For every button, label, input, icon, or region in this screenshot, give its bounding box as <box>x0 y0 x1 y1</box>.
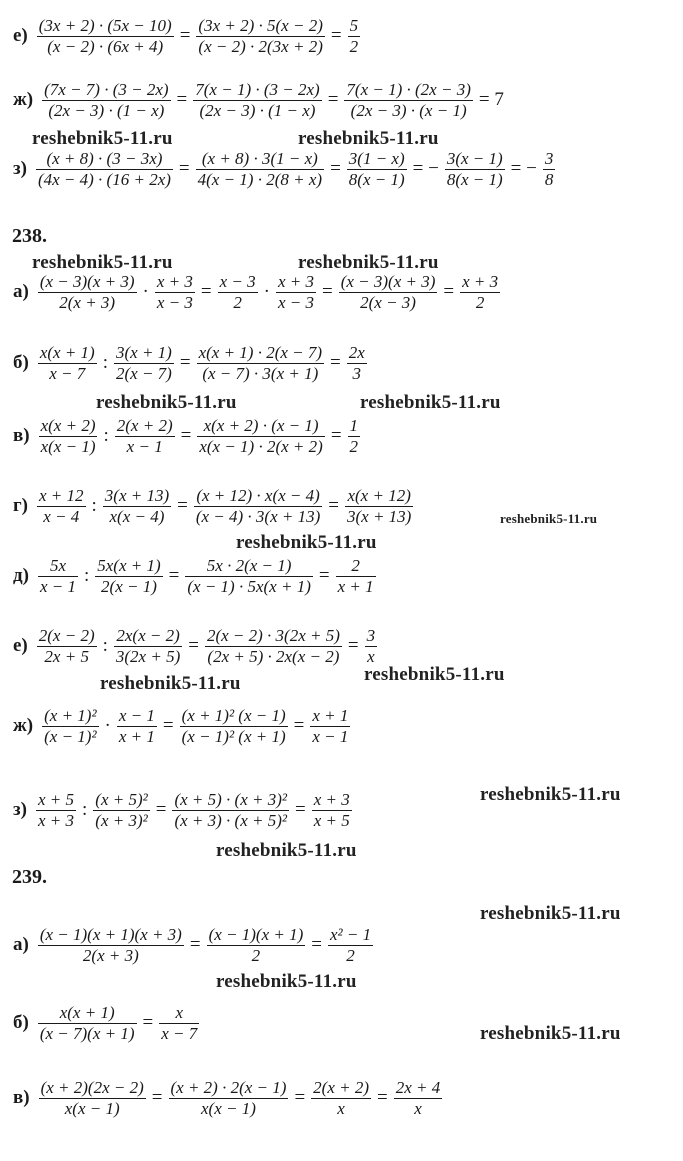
operator: = <box>142 1012 154 1033</box>
fraction <box>103 486 171 527</box>
denominator: x(x − 1) <box>201 1098 256 1118</box>
denominator: x − 1 <box>39 576 76 596</box>
operator: = <box>377 1087 388 1108</box>
numerator: (x + 1)² <box>44 705 97 725</box>
denominator: x + 3 <box>37 810 74 830</box>
denominator: 2 <box>233 292 242 312</box>
numerator: x(x + 1) <box>39 342 95 362</box>
equation-line <box>10 923 376 967</box>
denominator: x − 4 <box>43 506 80 526</box>
operator: : <box>82 799 88 820</box>
numerator: (x + 1)² (x − 1) <box>181 705 286 725</box>
equation-line <box>10 147 558 191</box>
numerator: (x + 2) · 2(x − 1) <box>170 1077 287 1097</box>
denominator: (4x − 4) · (16 + 2x) <box>37 169 171 189</box>
operator: = <box>294 799 306 820</box>
equation-line <box>10 704 353 748</box>
operator: : <box>83 565 90 586</box>
fraction <box>36 790 76 831</box>
operator: = <box>294 1087 306 1108</box>
denominator: 2 <box>346 945 355 965</box>
numerator: 2(x + 2) <box>313 1077 369 1097</box>
denominator: (x − 7) · 3(x + 1) <box>202 363 319 383</box>
denominator: x(x − 1) · 2(x + 2) <box>199 436 323 456</box>
denominator: 8(x − 1) <box>348 169 405 189</box>
denominator: x − 7 <box>49 363 86 383</box>
operator: = <box>330 352 341 373</box>
numerator: x(x + 1) · 2(x − 7) <box>198 342 323 362</box>
watermark: reshebnik5-11.ru <box>32 252 173 273</box>
numerator: 3(x − 1) <box>446 148 503 168</box>
numerator: 3(x + 13) <box>104 485 170 505</box>
denominator: x(x − 4) <box>109 506 165 526</box>
item-label: а) <box>13 281 29 302</box>
watermark: reshebnik5-11.ru <box>298 252 439 273</box>
fraction <box>93 790 149 831</box>
fraction <box>115 416 175 457</box>
fraction <box>394 1078 443 1119</box>
fraction <box>196 149 324 190</box>
denominator: (x − 2) · 2(3x + 2) <box>198 36 323 56</box>
equation-line <box>10 484 416 528</box>
item-label: а) <box>13 934 29 955</box>
fraction <box>37 626 97 667</box>
denominator: x − 7 <box>161 1023 198 1043</box>
denominator: x <box>414 1098 422 1118</box>
equation-line <box>10 14 363 58</box>
denominator: x − 1 <box>312 726 349 746</box>
fraction <box>95 556 162 597</box>
operator: = − <box>510 158 537 179</box>
fraction <box>38 925 184 966</box>
numerator: x + 3 <box>462 271 499 291</box>
fraction <box>185 556 312 597</box>
equation-line <box>10 414 363 458</box>
operator: = <box>328 495 339 516</box>
operator: = <box>188 635 199 656</box>
denominator: x + 5 <box>313 810 350 830</box>
watermark: reshebnik5-11.ru <box>298 128 439 149</box>
fraction <box>196 16 324 57</box>
fraction <box>365 626 378 667</box>
operator: · <box>142 281 149 302</box>
equation-line <box>10 554 379 598</box>
equation-line <box>10 1001 202 1045</box>
operator: = <box>330 158 341 179</box>
fraction <box>197 343 324 384</box>
denominator: 3 <box>352 363 362 383</box>
numerator: 1 <box>349 415 359 435</box>
denominator: (x − 1)² <box>44 726 97 746</box>
numerator: x + 3 <box>156 271 193 291</box>
fraction <box>311 1078 371 1119</box>
operator: = <box>330 25 342 46</box>
watermark: reshebnik5-11.ru <box>360 392 501 413</box>
operator: : <box>102 635 108 656</box>
numerator: (x + 8) · 3(1 − x) <box>201 148 318 168</box>
fraction <box>193 80 321 121</box>
equation-line <box>10 624 380 668</box>
operator: = <box>189 934 201 955</box>
numerator: (x + 2)(2x − 2) <box>40 1077 144 1097</box>
numerator: 2x <box>348 342 365 362</box>
numerator: 2(x − 2) <box>38 625 95 645</box>
operator: = <box>293 715 305 736</box>
equation-line <box>10 270 503 314</box>
denominator: (2x − 3) · (x − 1) <box>350 100 467 120</box>
numerator: 2x(x − 2) <box>116 625 180 645</box>
watermark: reshebnik5-11.ru <box>480 784 621 805</box>
item-label: ж) <box>13 89 34 110</box>
numerator: 2(x + 2) <box>116 415 173 435</box>
denominator: 2 <box>251 945 261 965</box>
denominator: 2 <box>349 36 359 56</box>
denominator: 8 <box>544 169 554 189</box>
equation-line <box>10 78 507 122</box>
numerator: x(x + 1) <box>59 1002 115 1022</box>
fraction <box>38 343 97 384</box>
item-label: з) <box>13 158 27 179</box>
item-label: б) <box>13 352 29 373</box>
numerator: (x − 1)(x + 1) <box>208 924 304 944</box>
operator: : <box>91 495 97 516</box>
numerator: (x − 1)(x + 1)(x + 3) <box>39 924 182 944</box>
denominator: x(x − 1) <box>40 436 96 456</box>
fraction <box>114 626 182 667</box>
fraction <box>180 706 288 747</box>
fraction <box>348 16 361 57</box>
numerator: (x − 3)(x + 3) <box>340 271 436 291</box>
numerator: 7(x − 1) · (2x − 3) <box>346 79 471 99</box>
fraction <box>37 16 174 57</box>
watermark: reshebnik5-11.ru <box>216 971 357 992</box>
numerator: (3x + 2) · 5(x − 2) <box>198 15 323 35</box>
problem-number: 239. <box>12 866 47 888</box>
denominator: (x + 3) · (x + 5)² <box>174 810 287 830</box>
numerator: 7(x − 1) · (3 − 2x) <box>195 79 320 99</box>
denominator: x(x − 1) <box>64 1098 120 1118</box>
denominator: (x − 4) · 3(x + 13) <box>195 506 321 526</box>
numerator: x(x + 2) <box>40 415 96 435</box>
fraction <box>172 790 289 831</box>
denominator: x − 1 <box>126 436 163 456</box>
operator: = <box>179 352 191 373</box>
fraction <box>114 343 174 384</box>
watermark: reshebnik5-11.ru <box>236 532 377 553</box>
fraction <box>345 486 413 527</box>
fraction <box>169 1078 289 1119</box>
operator: = <box>151 1087 163 1108</box>
operator: · <box>104 715 111 736</box>
fraction <box>39 416 98 457</box>
fraction <box>197 416 324 457</box>
denominator: 2(x − 3) <box>360 292 416 312</box>
operator: · <box>263 281 270 302</box>
denominator: (x + 3)² <box>95 810 148 830</box>
fraction <box>347 343 367 384</box>
item-label: в) <box>13 1087 30 1108</box>
numerator: 2x + 4 <box>395 1077 441 1097</box>
operator: = <box>180 425 192 446</box>
fraction <box>339 272 438 313</box>
operator: = <box>200 281 212 302</box>
numerator: x + 1 <box>312 705 349 725</box>
fraction <box>38 272 137 313</box>
denominator: 2(x + 3) <box>59 292 116 312</box>
numerator: 3(x + 1) <box>116 342 172 362</box>
item-label: в) <box>13 425 30 446</box>
denominator: 2(x − 7) <box>116 363 172 383</box>
numerator: 5x <box>49 555 66 575</box>
operator: = <box>168 565 180 586</box>
fraction <box>37 486 86 527</box>
numerator: (3x + 2) · (5x − 10) <box>38 15 172 35</box>
operator: = <box>178 158 190 179</box>
item-label: е) <box>13 635 28 656</box>
numerator: x² − 1 <box>329 924 372 944</box>
item-label: г) <box>13 495 28 516</box>
operator: : <box>103 425 109 446</box>
operator: = 7 <box>478 89 504 110</box>
watermark: reshebnik5-11.ru <box>96 392 237 413</box>
numerator: 3 <box>544 148 554 168</box>
denominator: 2(x − 1) <box>101 576 157 596</box>
numerator: x(x + 12) <box>347 485 411 505</box>
fraction <box>344 80 472 121</box>
denominator: (2x + 5) · 2x(x − 2) <box>207 646 340 666</box>
fraction <box>347 149 407 190</box>
item-label: з) <box>13 799 27 820</box>
operator: = <box>176 89 188 110</box>
fraction <box>42 706 98 747</box>
fraction <box>336 556 376 597</box>
numerator: x + 12 <box>38 485 84 505</box>
item-label: ж) <box>13 715 34 736</box>
denominator: 2(x + 3) <box>82 945 139 965</box>
watermark: reshebnik5-11.ru <box>364 664 505 685</box>
operator: = <box>321 281 333 302</box>
operator: = <box>162 715 174 736</box>
denominator: x + 1 <box>118 726 155 746</box>
numerator: x <box>175 1002 184 1022</box>
watermark: reshebnik5-11.ru <box>100 673 241 694</box>
fraction <box>543 149 556 190</box>
denominator: (x − 1)² (x + 1) <box>181 726 286 746</box>
numerator: 2(x − 2) · 3(2x + 5) <box>206 625 340 645</box>
equation-line <box>10 788 355 832</box>
watermark: reshebnik5-11.ru <box>480 903 621 924</box>
operator: = <box>155 799 167 820</box>
denominator: x + 1 <box>337 576 374 596</box>
operator: = <box>311 934 322 955</box>
fraction <box>312 790 352 831</box>
denominator: (x − 2) · (6x + 4) <box>47 36 164 56</box>
problem-number: 238. <box>12 225 47 247</box>
denominator: (2x − 3) · (1 − x) <box>199 100 316 120</box>
fraction <box>38 1003 137 1044</box>
watermark: reshebnik5-11.ru <box>500 511 598 526</box>
fraction <box>155 272 195 313</box>
denominator: 3(x + 13) <box>347 506 412 526</box>
fraction <box>276 272 316 313</box>
item-label: е) <box>13 25 28 46</box>
denominator: x − 3 <box>277 292 314 312</box>
fraction <box>36 149 173 190</box>
fraction <box>38 556 78 597</box>
operator: = <box>318 565 330 586</box>
numerator: (x − 3)(x + 3) <box>39 271 135 291</box>
fraction <box>460 272 500 313</box>
denominator: 3(2x + 5) <box>115 646 181 666</box>
operator: : <box>102 352 108 373</box>
numerator: 5 <box>349 15 359 35</box>
numerator: x − 1 <box>118 705 155 725</box>
operator: = <box>347 635 359 656</box>
denominator: x − 3 <box>156 292 193 312</box>
denominator: x <box>367 646 375 666</box>
fraction <box>348 416 361 457</box>
numerator: x + 5 <box>37 789 74 809</box>
numerator: 5x · 2(x − 1) <box>206 555 292 575</box>
numerator: (x + 5) · (x + 3)² <box>174 789 287 809</box>
denominator: (2x − 3) · (1 − x) <box>48 100 165 120</box>
item-label: б) <box>13 1012 29 1033</box>
denominator: (x − 1) · 5x(x + 1) <box>187 576 311 596</box>
numerator: (x + 5)² <box>95 789 148 809</box>
fraction <box>205 626 342 667</box>
watermark: reshebnik5-11.ru <box>480 1023 621 1044</box>
equation-line <box>10 1076 445 1120</box>
equation-line <box>10 341 370 385</box>
fraction <box>445 149 505 190</box>
denominator: x <box>337 1098 345 1118</box>
operator: = <box>177 495 188 516</box>
numerator: x + 3 <box>277 271 314 291</box>
operator: = − <box>412 158 439 179</box>
fraction <box>194 486 322 527</box>
numerator: 3(1 − x) <box>348 148 405 168</box>
fraction <box>159 1003 199 1044</box>
denominator: 2x + 5 <box>44 646 89 666</box>
numerator: (x + 12) · x(x − 4) <box>196 485 320 505</box>
watermark: reshebnik5-11.ru <box>216 840 357 861</box>
numerator: x(x + 2) · (x − 1) <box>203 415 319 435</box>
operator: = <box>443 281 455 302</box>
watermark: reshebnik5-11.ru <box>32 128 173 149</box>
operator: = <box>179 25 191 46</box>
fraction <box>207 925 306 966</box>
denominator: 2 <box>475 292 485 312</box>
fraction <box>42 80 170 121</box>
operator: = <box>330 425 342 446</box>
fraction <box>218 272 258 313</box>
numerator: (7x − 7) · (3 − 2x) <box>44 79 169 99</box>
numerator: x − 3 <box>219 271 256 291</box>
fraction <box>328 925 373 966</box>
numerator: (x + 8) · (3 − 3x) <box>46 148 163 168</box>
numerator: 5x(x + 1) <box>97 555 161 575</box>
denominator: 4(x − 1) · 2(8 + x) <box>197 169 323 189</box>
fraction <box>310 706 350 747</box>
operator: = <box>327 89 339 110</box>
numerator: 3 <box>366 625 376 645</box>
numerator: 2 <box>351 555 360 575</box>
fraction <box>39 1078 146 1119</box>
denominator: 2 <box>349 436 359 456</box>
denominator: 8(x − 1) <box>446 169 503 189</box>
numerator: x + 3 <box>313 789 350 809</box>
item-label: д) <box>13 565 29 586</box>
fraction <box>117 706 157 747</box>
denominator: (x − 7)(x + 1) <box>39 1023 135 1043</box>
